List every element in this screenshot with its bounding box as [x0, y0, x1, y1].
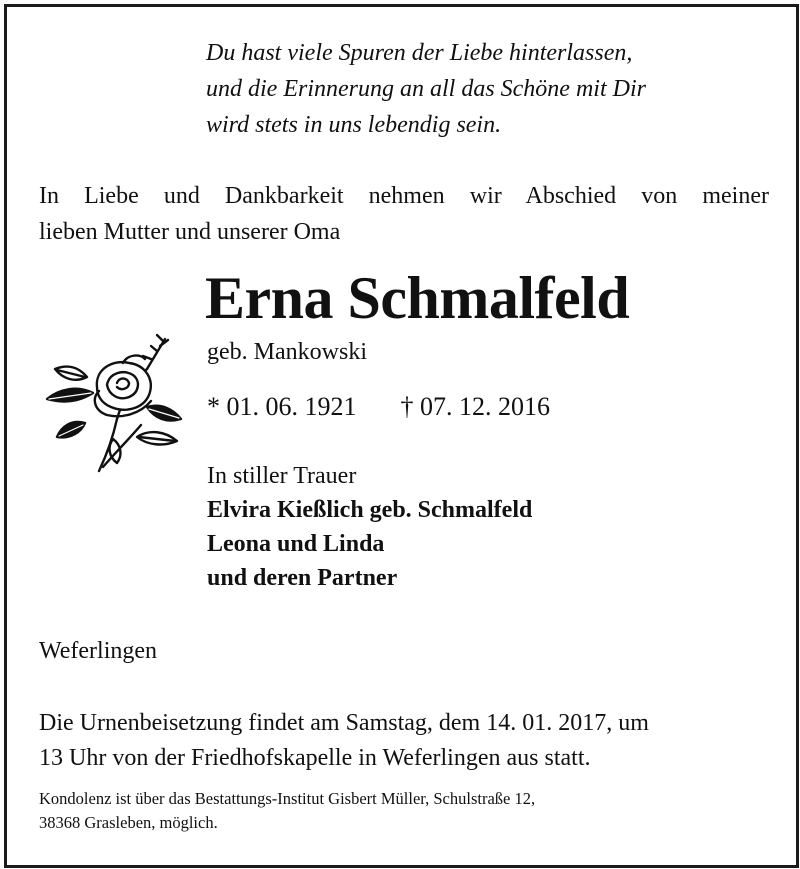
intro-text	[39, 178, 769, 250]
burial-line: Die Urnenbeisetzung findet am Samstag, dem 14. 01. 2017, um	[39, 710, 649, 736]
deceased-name: Erna Schmalfeld	[205, 265, 630, 331]
birth-date: * 01. 06. 1921	[207, 392, 357, 421]
maiden-name: geb. Mankowski	[207, 339, 367, 365]
intro-line: In Liebe und Dankbarkeit nehmen wir Abschied von meiner	[39, 183, 769, 209]
mourner-name: Leona und Linda	[207, 531, 385, 557]
life-dates	[207, 391, 550, 423]
condolence-line: 38368 Grasleben, möglich.	[39, 813, 218, 832]
intro-line: lieben Mutter und unserer Oma	[39, 219, 341, 245]
obituary-notice	[4, 4, 799, 868]
mourner-name: Elvira Kießlich geb. Schmalfeld	[207, 497, 533, 523]
poem-line: wird stets in uns lebendig sein.	[206, 112, 502, 138]
place-name: Weferlingen	[39, 638, 158, 664]
memorial-poem	[206, 35, 646, 143]
burial-line: 13 Uhr von der Friedhofskapelle in Weferlingen aus statt.	[39, 745, 591, 771]
rose-icon	[37, 329, 197, 479]
condolence-line: Kondolenz ist über das Bestattungs-Institut Gisbert Müller, Schulstraße 12,	[39, 789, 536, 808]
mourners-block	[207, 459, 532, 595]
mourner-name: und deren Partner	[207, 565, 398, 591]
poem-line: und die Erinnerung an all das Schöne mit Dir	[206, 76, 646, 102]
mourners-heading: In stiller Trauer	[207, 463, 357, 489]
death-date: † 07. 12. 2016	[400, 392, 550, 421]
condolence-notice	[39, 787, 535, 835]
burial-notice	[39, 706, 649, 776]
poem-line: Du hast viele Spuren der Liebe hinterlassen,	[206, 40, 633, 66]
